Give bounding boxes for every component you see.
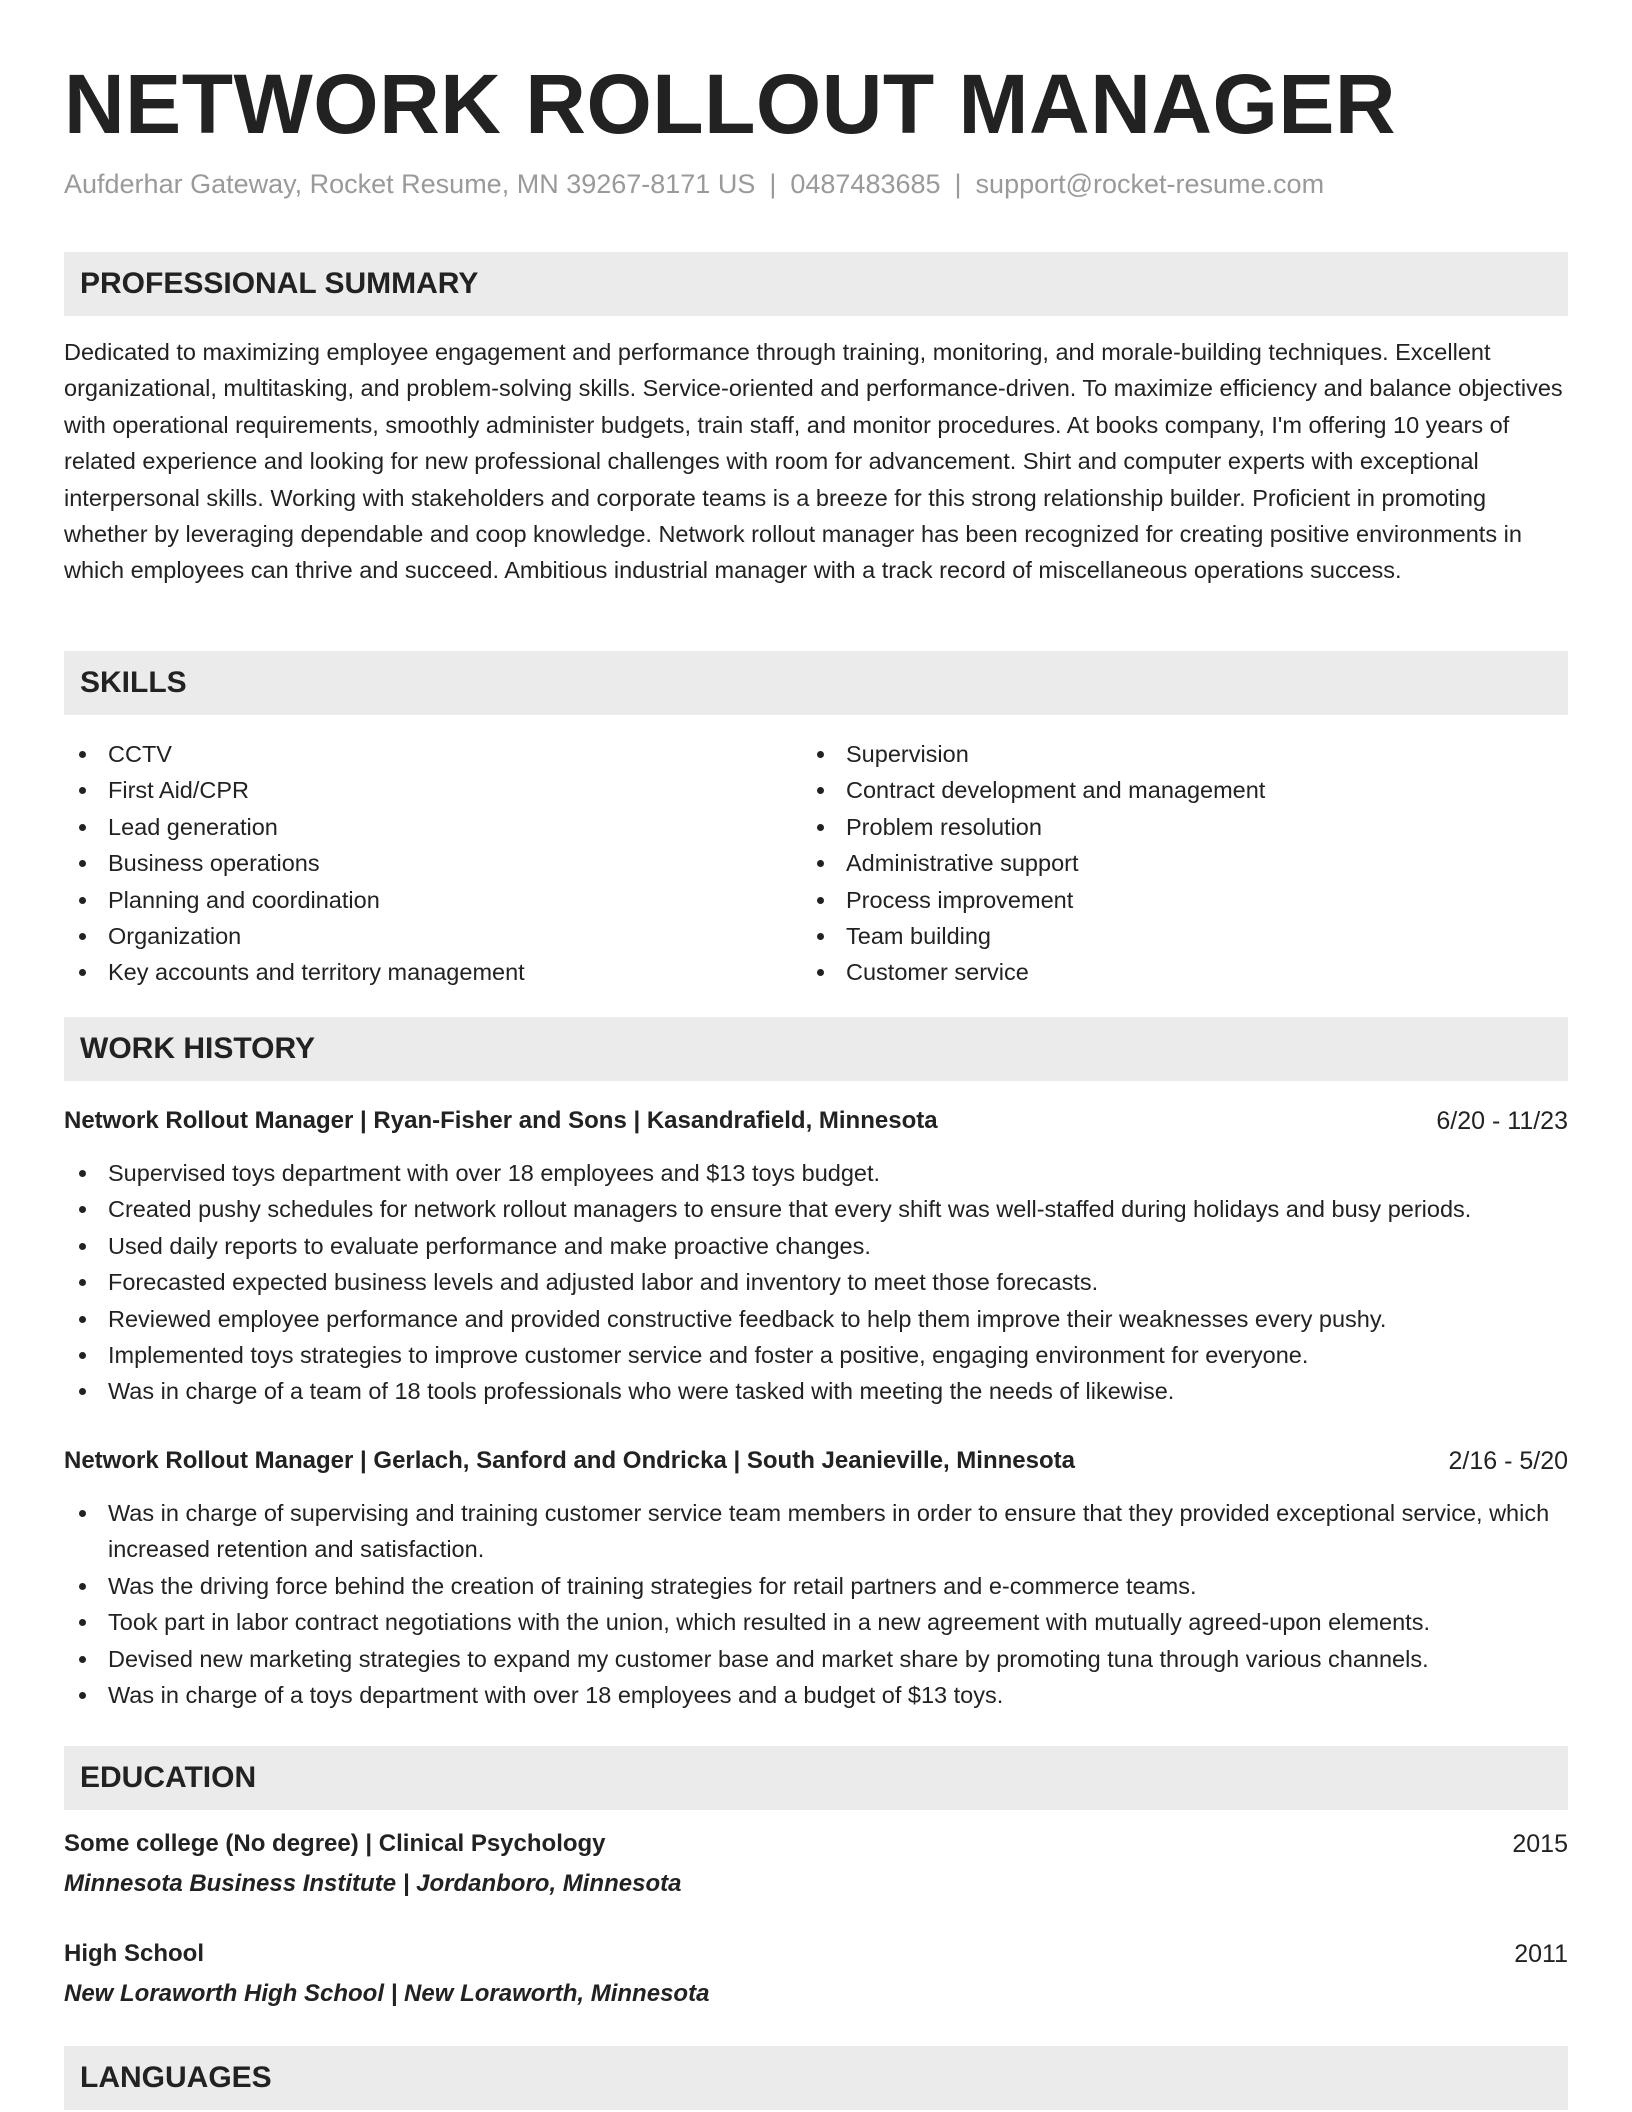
contact-address: Aufderhar Gateway, Rocket Resume, MN 39267-8171 US bbox=[64, 169, 756, 199]
job-duty: Was in charge of supervising and training customer service team members in order to ensure that they provided exceptional service, which increased retention and satisfaction. bbox=[64, 1495, 1568, 1568]
contact-separator: | bbox=[954, 169, 962, 199]
skills-heading: SKILLS bbox=[80, 666, 187, 699]
job-duties-list bbox=[64, 1495, 1568, 1713]
job-title: Network Rollout Manager | Ryan-Fisher and Sons | Kasandrafield, Minnesota bbox=[64, 1107, 938, 1134]
job-duty: Was in charge of a toys department with over 18 employees and a budget of $13 toys. bbox=[64, 1677, 1568, 1713]
skill-item: CCTV bbox=[64, 736, 764, 772]
job-title: Network Rollout Manager | Gerlach, Sanford and Ondricka | South Jeanieville, Minnesota bbox=[64, 1447, 1075, 1474]
skills-section-header bbox=[64, 651, 1568, 715]
job-header bbox=[64, 1103, 1568, 1139]
skill-item: Problem resolution bbox=[802, 809, 1502, 845]
candidate-name: NETWORK ROLLOUT MANAGER bbox=[64, 57, 1397, 151]
skill-item: Supervision bbox=[802, 736, 1502, 772]
skill-item: Customer service bbox=[802, 954, 1502, 990]
job-dates: 6/20 - 11/23 bbox=[1436, 1107, 1568, 1135]
education-header bbox=[64, 1826, 1568, 1862]
skill-item: Key accounts and territory management bbox=[64, 954, 764, 990]
skill-item: Administrative support bbox=[802, 845, 1502, 881]
skill-item: Planning and coordination bbox=[64, 882, 764, 918]
job-duty: Implemented toys strategies to improve customer service and foster a positive, engaging environment for everyone. bbox=[64, 1337, 1568, 1373]
skill-item: First Aid/CPR bbox=[64, 772, 764, 808]
job-duties-list bbox=[64, 1155, 1568, 1410]
education-year: 2015 bbox=[1512, 1830, 1568, 1858]
job-duty: Was the driving force behind the creation of training strategies for retail partners and e-commerce teams. bbox=[64, 1568, 1568, 1604]
skill-item: Team building bbox=[802, 918, 1502, 954]
skill-item: Lead generation bbox=[64, 809, 764, 845]
languages-section-header bbox=[64, 2046, 1568, 2110]
contact-separator: | bbox=[769, 169, 777, 199]
summary-text: Dedicated to maximizing employee engagement and performance through training, monitoring, and morale-building techniques. Excellent organizational, multitasking, and problem-solving skills. Service-oriented and performance-driven. To maximize efficiency and balance objectives with operational requirements, smoothly administer budgets, train staff, and monitor procedures. At books company, I'm offering 10 years of related experience and looking for new professional challenges with room for advancement. Shirt and computer experts with exceptional interpersonal skills. Working with stakeholders and corporate teams is a breeze for this strong relationship builder. Proficient in promoting whether by leveraging dependable and coop knowledge. Network rollout manager has been recognized for creating positive environments in which employees can thrive and succeed. Ambitious industrial manager with a track record of miscellaneous operations success. bbox=[64, 339, 1563, 584]
job-duty: Devised new marketing strategies to expand my customer base and market share by promoting tuna through various channels. bbox=[64, 1641, 1568, 1677]
degree-title: High School bbox=[64, 1940, 204, 1967]
contact-email[interactable]: support@rocket-resume.com bbox=[975, 169, 1325, 199]
job-duty: Took part in labor contract negotiations with the union, which resulted in a new agreement with mutually agreed-upon elements. bbox=[64, 1604, 1568, 1640]
skills-list-left bbox=[64, 736, 764, 991]
job-duty: Supervised toys department with over 18 employees and $13 toys budget. bbox=[64, 1155, 1568, 1191]
skill-item: Contract development and management bbox=[802, 772, 1502, 808]
job-duty: Was in charge of a team of 18 tools professionals who were tasked with meeting the needs of likewise. bbox=[64, 1373, 1568, 1409]
degree-title: Some college (No degree) | Clinical Psychology bbox=[64, 1830, 606, 1857]
work-section-header bbox=[64, 1017, 1568, 1081]
skill-item: Organization bbox=[64, 918, 764, 954]
job-dates: 2/16 - 5/20 bbox=[1448, 1447, 1568, 1475]
summary-section-header bbox=[64, 252, 1568, 316]
school-name: Minnesota Business Institute | Jordanboro, Minnesota bbox=[64, 1870, 682, 1897]
skill-item: Business operations bbox=[64, 845, 764, 881]
languages-heading: LANGUAGES bbox=[80, 2061, 272, 2094]
skills-list-right bbox=[802, 736, 1502, 991]
skill-item: Process improvement bbox=[802, 882, 1502, 918]
education-header bbox=[64, 1936, 1568, 1972]
school-name: New Loraworth High School | New Loraworth, Minnesota bbox=[64, 1980, 710, 2007]
job-duty: Created pushy schedules for network rollout managers to ensure that every shift was well-staffed during holidays and busy periods. bbox=[64, 1191, 1568, 1227]
contact-phone: 0487483685 bbox=[790, 169, 941, 199]
summary-heading: PROFESSIONAL SUMMARY bbox=[80, 267, 479, 300]
job-header bbox=[64, 1443, 1568, 1479]
work-heading: WORK HISTORY bbox=[80, 1032, 316, 1065]
education-year: 2011 bbox=[1514, 1940, 1568, 1968]
education-heading: EDUCATION bbox=[80, 1761, 257, 1794]
contact-line bbox=[64, 164, 1324, 204]
job-duty: Forecasted expected business levels and adjusted labor and inventory to meet those forecasts. bbox=[64, 1264, 1568, 1300]
job-duty: Used daily reports to evaluate performance and make proactive changes. bbox=[64, 1228, 1568, 1264]
education-section-header bbox=[64, 1746, 1568, 1810]
job-duty: Reviewed employee performance and provided constructive feedback to help them improve their weaknesses every pushy. bbox=[64, 1301, 1568, 1337]
